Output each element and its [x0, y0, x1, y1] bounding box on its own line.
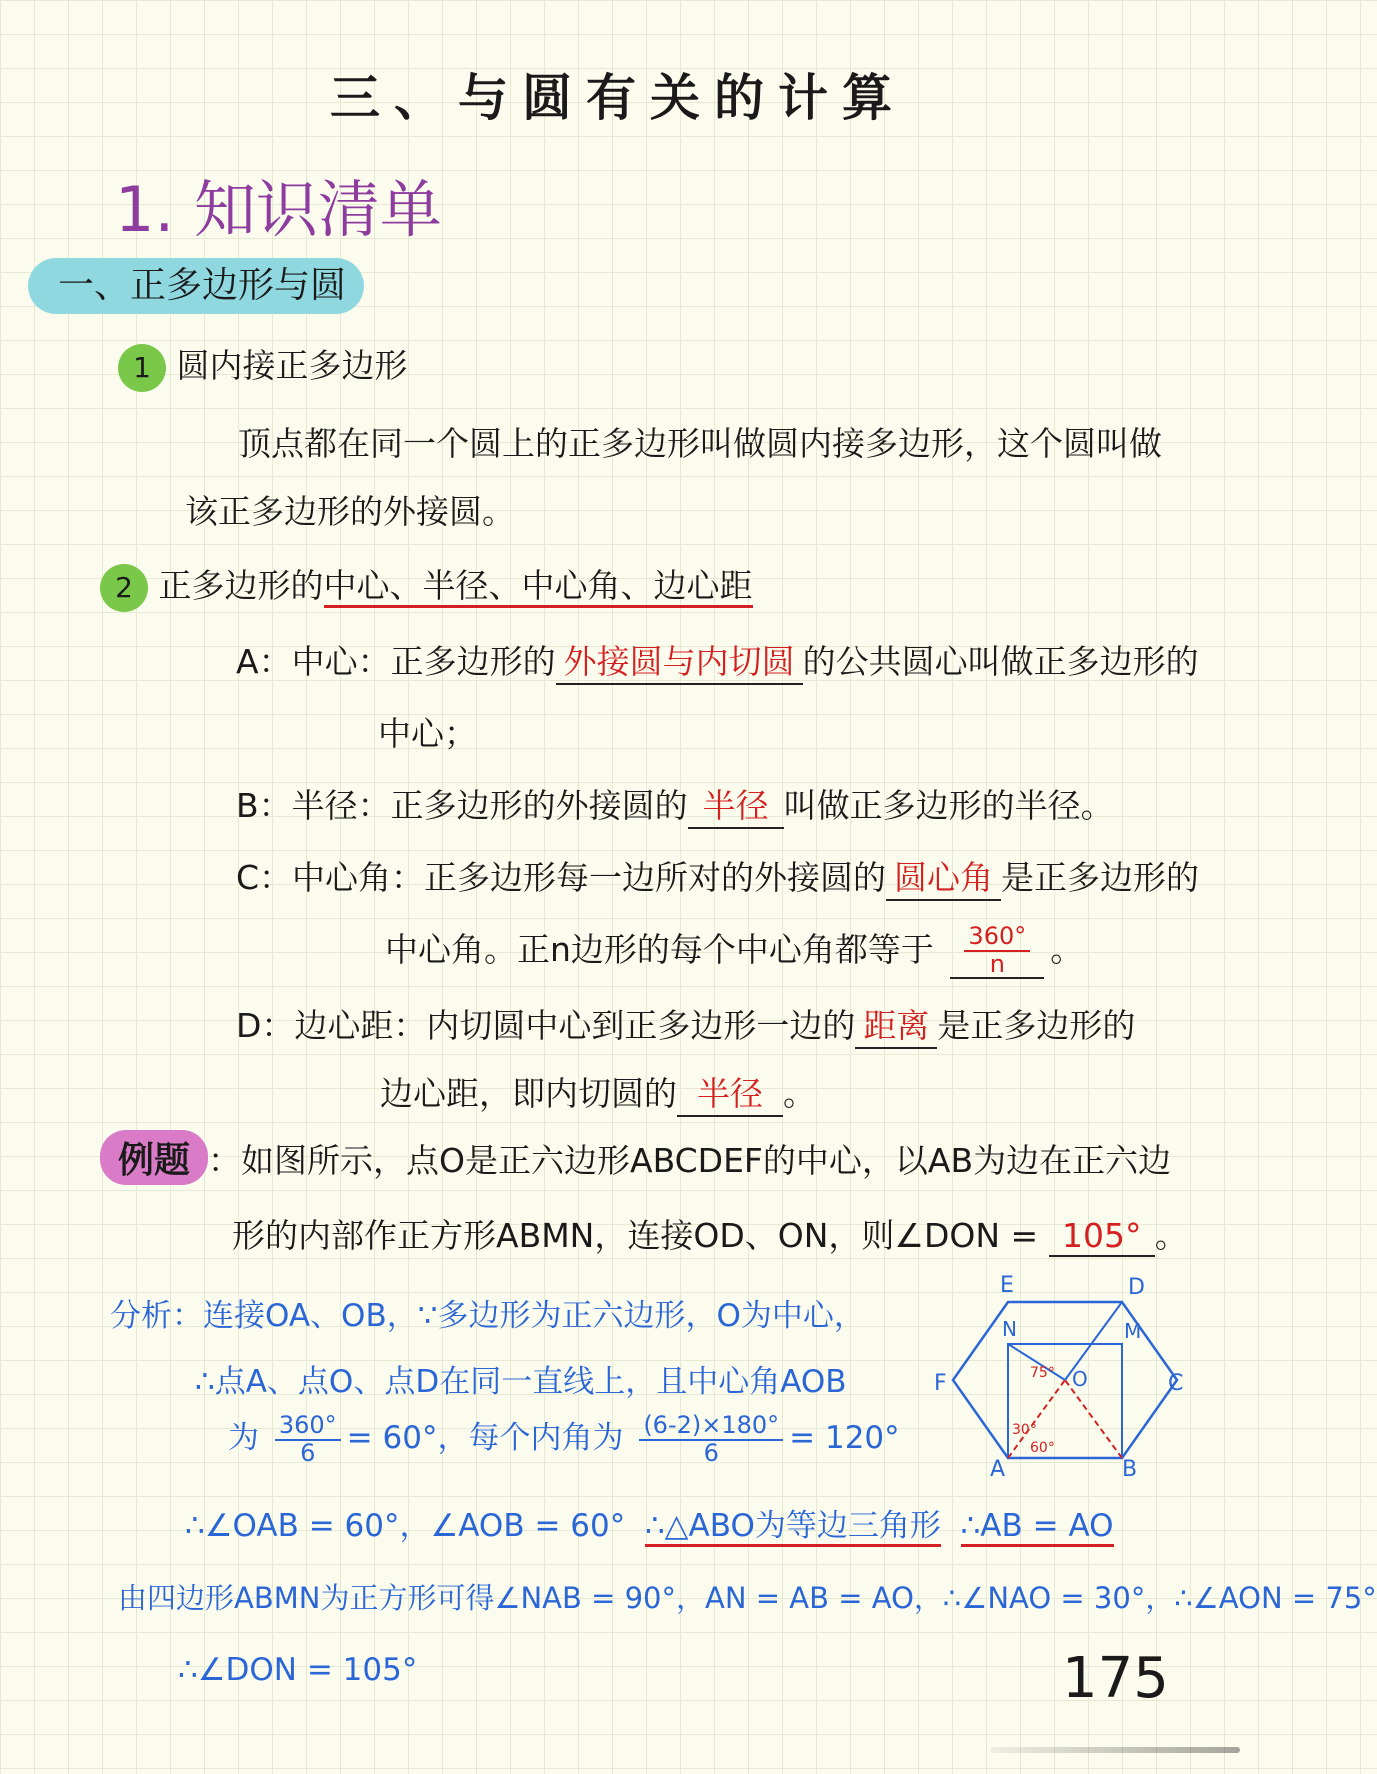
item2-C-row — [236, 852, 1199, 901]
analysis-line2: ∴点A、点O、点D在同一直线上，且中心角AOB — [195, 1364, 847, 1400]
item2-C-post: 是正多边形的 — [1001, 858, 1200, 897]
item2-B-row — [236, 780, 1114, 829]
example-line2-row — [232, 1210, 1188, 1257]
item2-C-frac-den: n — [989, 949, 1005, 978]
item2-C-line2: 中心角。正n边形的每个中心角都等于 — [385, 930, 934, 969]
item1-line2: 该正多边形的外接圆。 — [185, 492, 515, 531]
item1-number-badge: 1 — [118, 344, 166, 392]
analysis-l4-a: ∴∠OAB = 60°，∠AOB = 60° — [185, 1508, 626, 1544]
item1-heading: 圆内接正多边形 — [176, 346, 408, 385]
label-C: C — [1168, 1371, 1184, 1396]
item2-A-post: 的公共圆心叫做正多边形的 — [802, 642, 1199, 681]
item2-A-pre: A：中心：正多边形的 — [236, 642, 556, 681]
example-badge: 例题 — [100, 1130, 208, 1185]
section-heading: 1. 知识清单 — [115, 173, 442, 246]
analysis-frac1 — [275, 1413, 341, 1465]
item2-heading-pre: 正多边形的 — [158, 566, 324, 605]
item2-D-answer: 距离 — [855, 1000, 937, 1049]
example-line2: 形的内部作正方形ABMN，连接OD、ON，则∠DON = — [232, 1216, 1039, 1255]
analysis-frac2-den: 6 — [703, 1438, 719, 1467]
item2-D-end: 。 — [783, 1074, 816, 1113]
analysis-l3-pre: 为 — [228, 1420, 259, 1456]
item2-D-line2: 边心距，即内切圆的 — [380, 1074, 677, 1113]
label-A: A — [990, 1457, 1006, 1482]
item2-C-line2-row — [385, 924, 1083, 979]
page-title: 三、与圆有关的计算 — [330, 68, 906, 127]
item2-C-pre: C：中心角：正多边形每一边所对的外接圆的 — [236, 858, 887, 897]
item2-B-answer: 半径 — [688, 780, 784, 829]
analysis-line4 — [185, 1500, 1114, 1545]
segment-OB — [1065, 1380, 1122, 1458]
example-end: 。 — [1154, 1216, 1188, 1255]
example-line1: 如图所示，点O是正六边形ABCDEF的中心，以AB为边在正六边 — [241, 1141, 1172, 1180]
item2-A-answer: 外接圆与内切圆 — [556, 636, 803, 685]
example-row — [100, 1130, 1171, 1185]
label-B: B — [1122, 1457, 1138, 1482]
label-N: N — [1002, 1317, 1017, 1341]
item2-D-row — [236, 1000, 1135, 1049]
item2-D-post: 是正多边形的 — [937, 1006, 1136, 1045]
item2-D-line2-row — [380, 1068, 816, 1117]
topic-pill: 一、正多边形与圆 — [28, 258, 364, 314]
analysis-frac1-den: 6 — [300, 1438, 316, 1467]
analysis-line3 — [228, 1412, 900, 1466]
item2-A-row — [236, 636, 1199, 685]
example-colon: ： — [208, 1141, 242, 1180]
analysis-l3-mid: = 60°，每个内角为 — [346, 1420, 624, 1456]
label-O: O — [1072, 1367, 1088, 1391]
item1-heading-row — [118, 340, 408, 392]
angle-60-label: 60° — [1030, 1440, 1055, 1456]
analysis-line1: 分析：连接OA、OB，∵多边形为正六边形，O为中心， — [110, 1298, 865, 1334]
item2-C-end: 。 — [1050, 930, 1084, 969]
item2-C-fraction — [950, 924, 1044, 978]
item2-B-post: 叫做正多边形的半径。 — [783, 786, 1114, 825]
item2-heading-underlined: 中心、半径、中心角、边心距 — [324, 566, 753, 608]
item2-C-answer: 圆心角 — [886, 852, 1001, 901]
label-F: F — [934, 1371, 947, 1396]
item2-D-answer2: 半径 — [677, 1068, 783, 1117]
angle-75-label: 75° — [1030, 1365, 1055, 1381]
label-E: E — [1000, 1273, 1014, 1298]
square-shape — [1008, 1344, 1122, 1458]
item2-number-badge: 2 — [100, 564, 148, 612]
angle-30-label: 30° — [1012, 1422, 1037, 1438]
analysis-line5: 由四边形ABMN为正方形可得∠NAB = 90°，AN = AB = AO，∴∠NAO = 30°，∴∠AON = 75° — [118, 1581, 1377, 1615]
item2-D-pre: D：边心距：内切圆中心到正多边形一边的 — [236, 1006, 856, 1045]
label-M: M — [1124, 1319, 1142, 1343]
item1-line1: 顶点都在同一个圆上的正多边形叫做圆内接多边形，这个圆叫做 — [238, 424, 1162, 463]
analysis-l4-b: ∴△ABO为等边三角形 — [645, 1508, 941, 1547]
analysis-line6: ∴∠DON = 105° — [178, 1652, 418, 1688]
item2-A-line2: 中心； — [378, 714, 477, 753]
item2-heading-row — [100, 560, 753, 612]
label-D: D — [1128, 1275, 1145, 1300]
item2-C-frac-num: 360° — [964, 924, 1030, 951]
analysis-l4-c: ∴AB = AO — [961, 1508, 1114, 1547]
analysis-frac2-num: (6-2)×180° — [639, 1413, 783, 1440]
analysis-frac2 — [639, 1413, 783, 1465]
page-number: 175 — [1062, 1646, 1169, 1711]
item2-B-pre: B：半径：正多边形的外接圆的 — [236, 786, 688, 825]
scroll-indicator — [990, 1747, 1240, 1753]
analysis-frac1-num: 360° — [275, 1413, 341, 1440]
hexagon-figure — [934, 1262, 1190, 1482]
example-answer: 105° — [1049, 1216, 1155, 1257]
analysis-l3-end: = 120° — [789, 1420, 900, 1456]
